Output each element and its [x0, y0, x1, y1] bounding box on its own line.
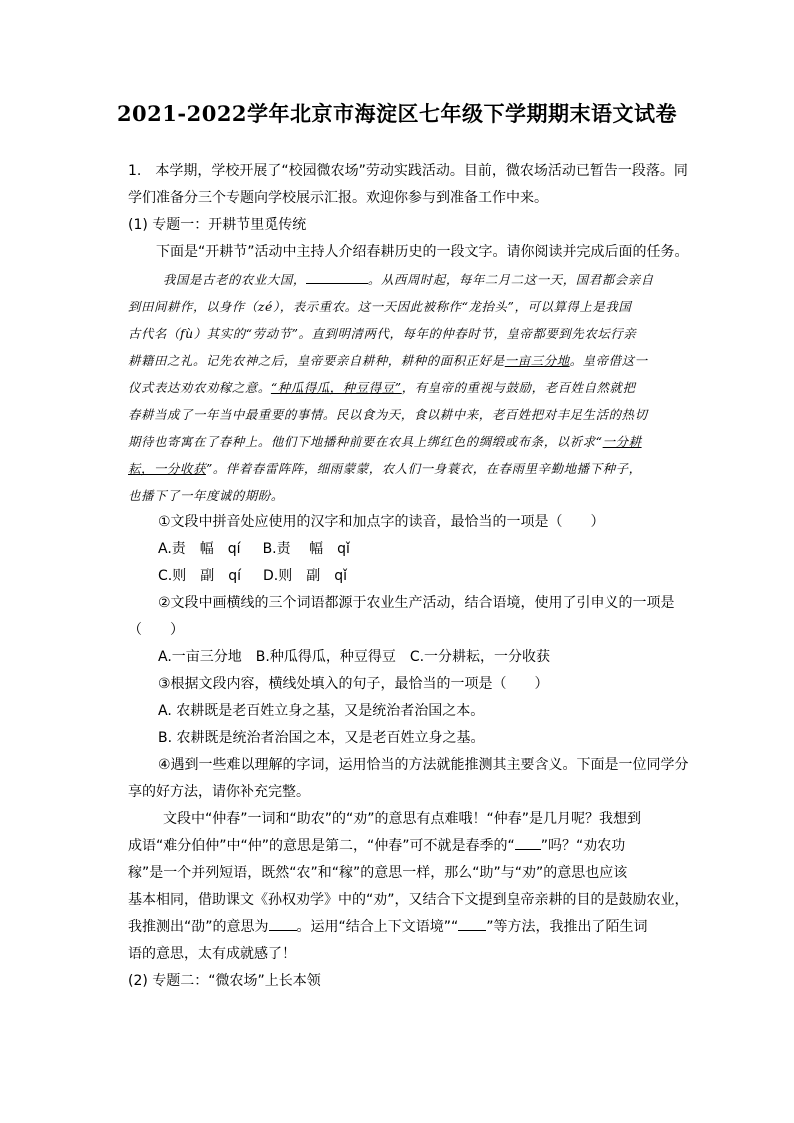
answer-blank: [269, 916, 297, 931]
answer-blank: [306, 269, 368, 284]
passage-line: 期待也寄寓在了春种上。他们下地播种前要在农具上绑红色的绸缎或布条，以祈求“一分耕: [128, 434, 642, 449]
passage-line: 仪式表达劝农劝稼之意。“种瓜得瓜，种豆得豆”，有皇帝的重视与鼓励，老百姓自然就把: [128, 380, 636, 395]
option-c: C.则 副 qí: [158, 568, 242, 584]
task-3-option-a: A. 农耕既是老百姓立身之基，又是统治者治国之本。: [158, 703, 485, 719]
underlined-phrase: “种瓜得瓜，种豆得豆”: [270, 380, 402, 395]
question-1-intro-line-1: 1. 本学期，学校开展了“校园微农场”劳动实践活动。目前，微农场活动已暂告一段落。同: [128, 163, 688, 179]
answer-blank: [458, 916, 486, 931]
task-3-question: ③根据文段内容，横线处填入的句子，最恰当的一项是（ ）: [158, 676, 549, 692]
topic-1-heading: (1) 专题一：开耕节里觅传统: [128, 217, 307, 233]
sharing-line: 稼”是一个并列短语，既然“农”和“稼”的意思一样，那么“助”与“劝”的意思也应该: [128, 865, 628, 881]
sharing-line: 语的意思，太有成就感了！: [128, 946, 296, 962]
sharing-line: 成语“难分伯仲”中“仲”的意思是第二，“仲春”可不就是春季的“ ”吗？“劝农功: [128, 833, 668, 860]
task-4-question-cont: 享的好方法，请你补充完整。: [128, 784, 310, 800]
sharing-line: 我推测出“劭”的意思为 。运用“结合上下文语境”“ ”等方法，我推出了陌生词: [128, 914, 668, 941]
passage-line: 耕籍田之礼。记先农神之后，皇帝要亲自耕种，耕种的面积正好是一亩三分地。皇帝借这一: [128, 353, 648, 368]
task-4-question: ④遇到一些难以理解的字词，运用恰当的方法就能推测其主要含义。下面是一位同学分: [158, 757, 689, 773]
passage-line: 我国是古老的农业大国， 。从西周时起，每年二月二这一天，国君都会亲自: [128, 266, 668, 293]
option-b: B.责 幅 qǐ: [262, 541, 350, 557]
sharing-line: 文段中“仲春”一词和“助农”的“劝”的意思有点难哦！“仲春”是几月呢？我想到: [163, 811, 642, 827]
task-2-options: A.一亩三分地 B.种瓜得瓜，种豆得豆 C.一分耕耘，一分收获: [158, 649, 551, 665]
option-a: A.责 幅 qí: [158, 541, 241, 557]
passage-line: 春耕当成了一年当中最重要的事情。民以食为天，食以耕中来，老百姓把对丰足生活的热切: [128, 407, 648, 422]
task-3-option-b: B. 农耕既是统治者治国之本，又是老百姓立身之基。: [158, 730, 485, 746]
passage-line: 也播下了一年度诚的期盼。: [128, 488, 284, 503]
passage-line: 到田间耕作，以身作（zé），表示重农。这一天因此被称作“龙抬头”，可以算得上是我国: [128, 299, 632, 314]
reading-passage: [128, 266, 668, 509]
task-2-question-paren: （ ）: [128, 622, 184, 638]
passage-line: 耘，一分收获”。伴着春雷阵阵，细雨蒙蒙，农人们一身蓑衣，在春雨里辛勤地播下种子，: [128, 461, 642, 476]
task-1-options-ab: [128, 536, 668, 563]
page-title: 2021-2022学年北京市海淀区七年级下学期期末语文试卷: [116, 101, 678, 126]
task-1-options-cd: [128, 563, 668, 590]
topic-2-heading: (2) 专题二：“微农场”上长本领: [128, 973, 321, 989]
option-d: D.则 副 qǐ: [263, 568, 348, 584]
task-2-question: ②文段中画横线的三个词语都源于农业生产活动，结合语境，使用了引申义的一项是: [158, 595, 675, 611]
task-1-question: ①文段中拼音处应使用的汉字和加点字的读音，最恰当的一项是（ ）: [158, 514, 605, 530]
passage-line: 古代名（fù）其实的“劳动节”。直到明清两代，每年的仲春时节，皇帝都要到先农坛行亲: [128, 326, 637, 341]
underlined-phrase: 一亩三分地: [504, 353, 570, 368]
question-body: [128, 158, 689, 995]
answer-blank: [515, 835, 541, 850]
topic-1-intro: 下面是“开耕节”活动中主持人介绍春耕历史的一段文字。请你阅读并完成后面的任务。: [156, 244, 689, 260]
sharing-line: 基本相同，借助课文《孙权劝学》中的“劝”，又结合下文提到皇帝亲耕的目的是鼓励农业，: [128, 892, 689, 908]
underlined-phrase: 耘，一分收获: [128, 461, 206, 476]
question-1-intro-line-2: 学们准备分三个专题向学校展示汇报。欢迎你参与到准备工作中来。: [128, 190, 548, 206]
underlined-phrase: 一分耕: [602, 434, 642, 449]
